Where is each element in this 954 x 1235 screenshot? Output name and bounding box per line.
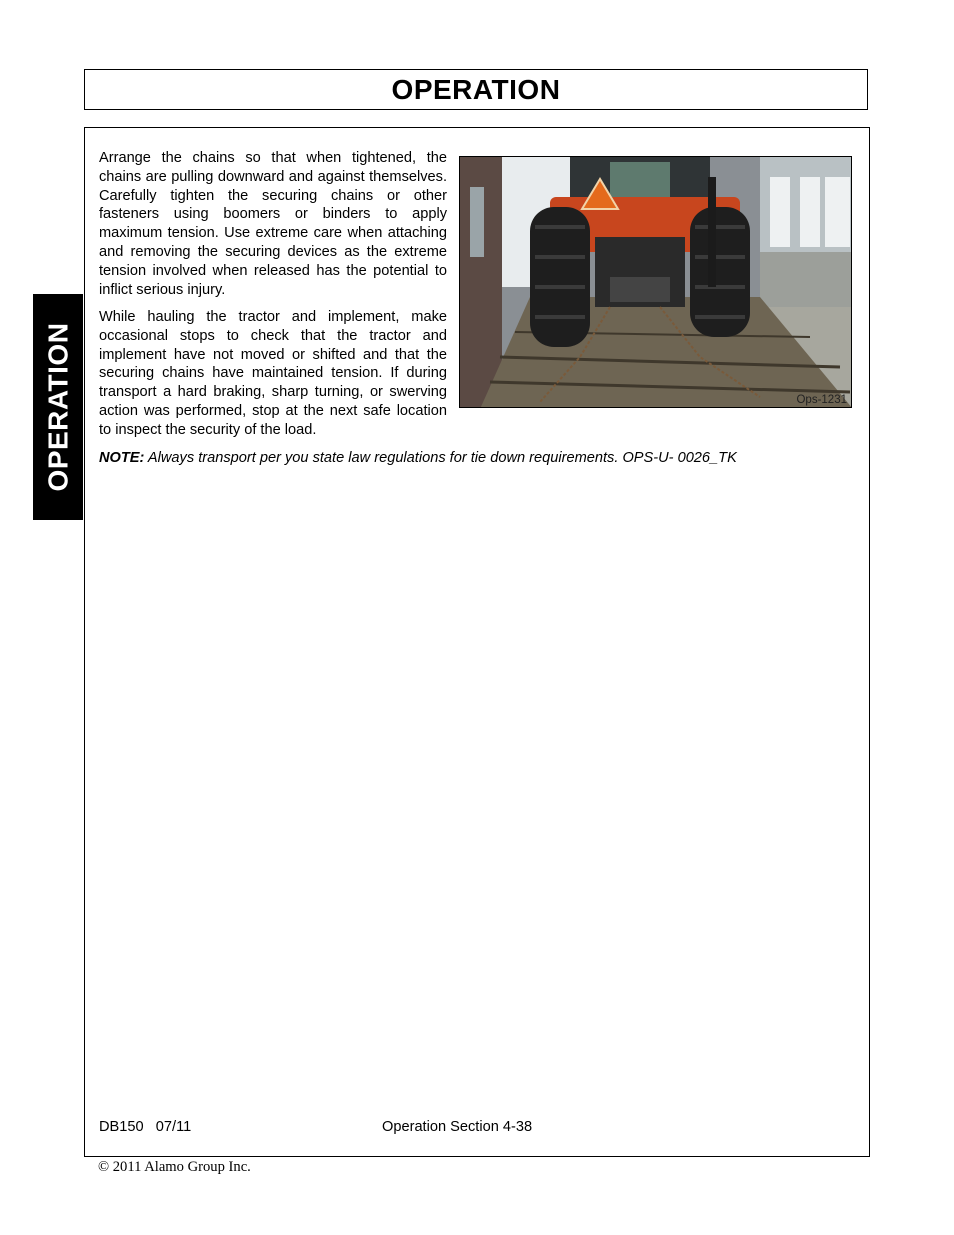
- footer-model-date: DB150 07/11: [99, 1119, 192, 1135]
- section-side-tab: [33, 294, 83, 520]
- copyright: © 2011 Alamo Group Inc.: [98, 1159, 251, 1175]
- page-header: [84, 69, 868, 110]
- note-text: Always transport per you state law regulations for tie down requirements. OPS-U- 0026_TK: [144, 450, 737, 466]
- tractor-on-trailer-photo: [459, 156, 852, 408]
- paragraph-chains: Arrange the chains so that when tightened, the chains are pulling downward and against themselves. Carefully tighten the securing chains or other fasteners using boomers or binders to apply maximum tension. Use extreme care when attaching and removing the securing devices as the extreme tension involved when released has the potential to inflict serious injury.: [99, 150, 447, 298]
- photo-illustration: [460, 157, 852, 408]
- side-tab-label: OPERATION: [42, 322, 74, 492]
- footer-section-page: Operation Section 4-38: [382, 1119, 533, 1135]
- figure-caption: Ops-1231: [796, 394, 847, 406]
- page-title: OPERATION: [391, 73, 561, 105]
- paragraph-hauling: While hauling the tractor and implement, make occasional stops to check that the tractor and implement have not moved or shifted and that the securing chains have maintained tension. If during transport a hard braking, sharp turning, or swerving action was performed, stop at the next safe location to inspect the security of the load.: [99, 309, 447, 438]
- note: [99, 449, 859, 467]
- note-label: NOTE:: [99, 450, 145, 466]
